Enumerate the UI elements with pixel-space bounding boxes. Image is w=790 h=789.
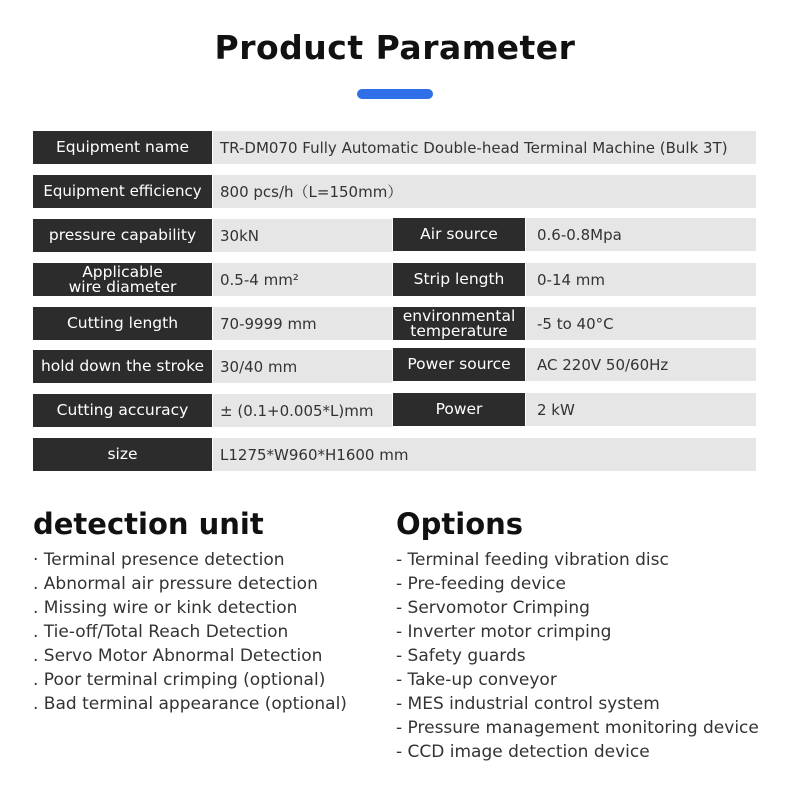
param-value: 30kN xyxy=(213,219,392,252)
param-value: 0.6-0.8Mpa xyxy=(526,218,756,251)
param-label: Power xyxy=(393,393,525,426)
param-value: TR-DM070 Fully Automatic Double-head Terminal Machine (Bulk 3T) xyxy=(213,131,756,164)
title-accent-bar xyxy=(357,89,433,99)
param-label: size xyxy=(33,438,212,471)
param-label: Strip length xyxy=(393,263,525,296)
page-title: Product Parameter xyxy=(214,28,576,67)
options-list xyxy=(396,548,759,764)
param-value: 0-14 mm xyxy=(526,263,756,296)
param-label: Power source xyxy=(393,348,525,381)
list-item: - MES industrial control system xyxy=(396,694,660,714)
list-item: . Servo Motor Abnormal Detection xyxy=(33,646,323,666)
list-item: - Take-up conveyor xyxy=(396,670,557,690)
list-item: - Safety guards xyxy=(396,646,526,666)
param-label-line: temperature xyxy=(410,321,508,340)
list-item: - Inverter motor crimping xyxy=(396,622,612,642)
param-value: 0.5-4 mm² xyxy=(213,263,392,296)
param-value: -5 to 40°C xyxy=(526,307,756,340)
param-row-accuracy-power xyxy=(0,394,790,427)
param-label-line: wire diameter xyxy=(68,277,177,296)
param-label: Equipment efficiency xyxy=(33,175,212,208)
options-heading: Options xyxy=(396,507,524,541)
param-label-environmental-temperature xyxy=(393,307,525,340)
list-item: - Pressure management monitoring device xyxy=(396,718,759,738)
list-item: . Poor terminal crimping (optional) xyxy=(33,670,326,690)
param-value: 30/40 mm xyxy=(213,350,392,383)
list-item: . Missing wire or kink detection xyxy=(33,598,298,618)
param-row-stroke-power-source xyxy=(0,350,790,383)
param-label: hold down the stroke xyxy=(33,350,212,383)
detection-unit-list xyxy=(33,548,347,716)
detection-unit-heading: detection unit xyxy=(33,507,264,541)
param-value: 2 kW xyxy=(526,393,756,426)
list-item: - Pre-feeding device xyxy=(396,574,566,594)
list-item: - CCD image detection device xyxy=(396,742,650,762)
param-value: 800 pcs/h（L=150mm） xyxy=(213,175,756,208)
param-label-line: environmental xyxy=(402,306,516,325)
param-label: Equipment name xyxy=(33,131,212,164)
list-item: · Terminal presence detection xyxy=(33,550,285,570)
param-value: 70-9999 mm xyxy=(213,307,392,340)
param-value: ± (0.1+0.005*L)mm xyxy=(213,394,392,427)
param-value: L1275*W960*H1600 mm xyxy=(213,438,756,471)
param-row-equipment-efficiency xyxy=(0,175,790,208)
list-item: - Servomotor Crimping xyxy=(396,598,590,618)
list-item: . Tie-off/Total Reach Detection xyxy=(33,622,289,642)
param-label: pressure capability xyxy=(33,219,212,252)
list-item: - Terminal feeding vibration disc xyxy=(396,550,669,570)
param-label: Air source xyxy=(393,218,525,251)
param-label-line: Applicable xyxy=(82,262,163,281)
param-label: Cutting length xyxy=(33,307,212,340)
list-item: . Bad terminal appearance (optional) xyxy=(33,694,347,714)
param-label-wire-diameter xyxy=(33,263,212,296)
param-row-cutting-temperature xyxy=(0,307,790,340)
param-row-pressure-air xyxy=(0,219,790,252)
param-value: AC 220V 50/60Hz xyxy=(526,348,756,381)
param-row-size xyxy=(0,438,790,471)
param-row-equipment-name xyxy=(0,131,790,164)
list-item: . Abnormal air pressure detection xyxy=(33,574,318,594)
param-row-wire-strip xyxy=(0,263,790,296)
param-label: Cutting accuracy xyxy=(33,394,212,427)
